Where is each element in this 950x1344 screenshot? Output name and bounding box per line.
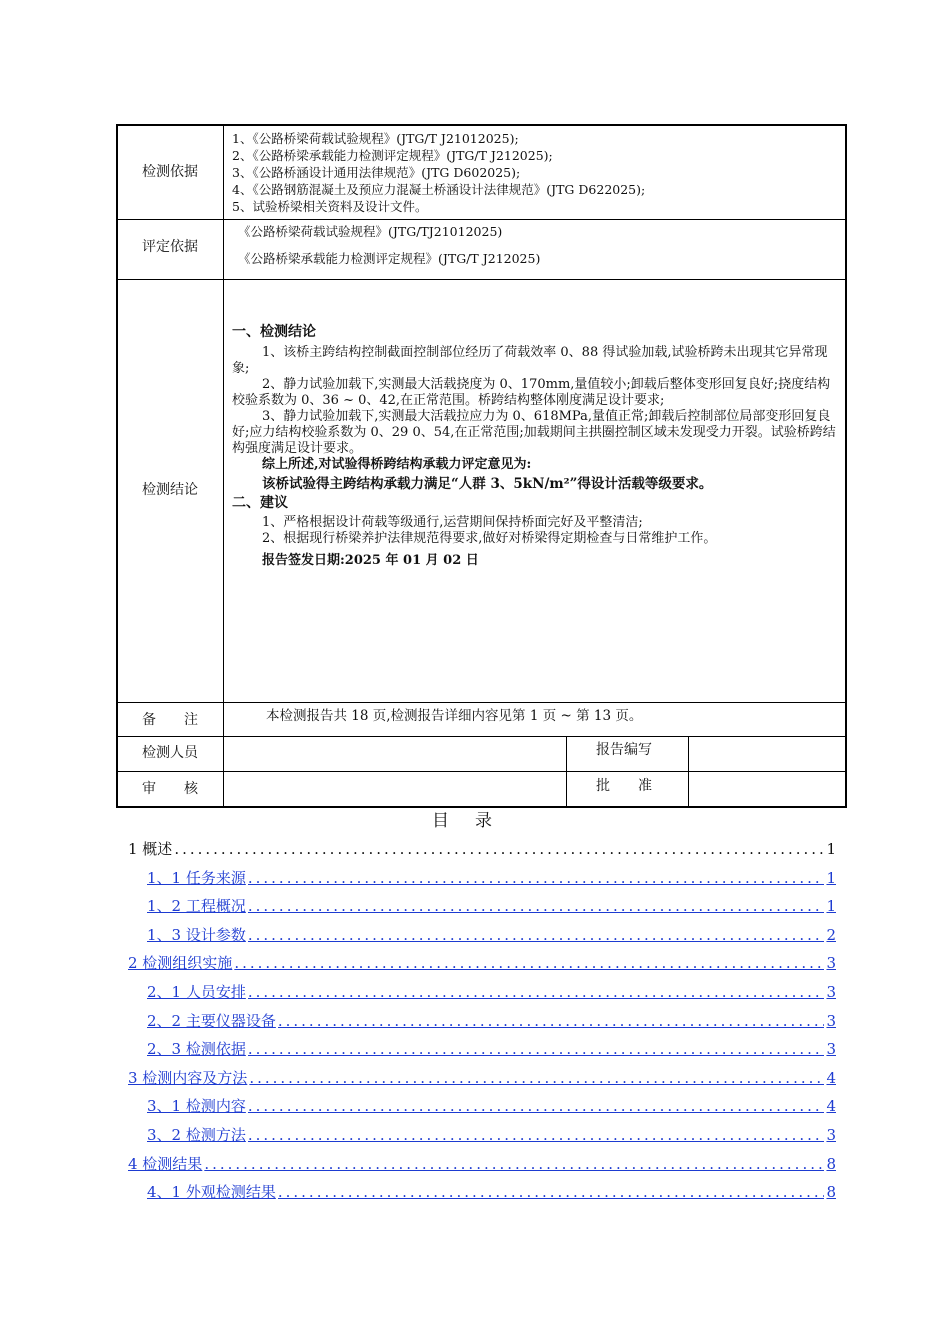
toc-leader-dots	[248, 1126, 825, 1144]
toc-entry[interactable]	[147, 1181, 836, 1203]
toc-leader-dots	[248, 1040, 825, 1058]
issue-date: 报告签发日期:2025 年 01 月 02 日	[262, 553, 479, 568]
eval-item: 《公路桥梁承载能力检测评定规程》(JTG/T J212025)	[238, 251, 541, 266]
toc-entry-label: 3、1 检测内容	[147, 1097, 246, 1116]
toc-entry-page: 1	[826, 897, 836, 916]
suggestion-heading: 二、建议	[232, 495, 288, 511]
toc-entry[interactable]	[147, 1038, 836, 1060]
toc-leader-dots	[248, 926, 825, 944]
conclusion-body	[232, 324, 836, 569]
conclusion-label: 检测结论	[142, 482, 198, 498]
toc-leader-dots	[248, 869, 825, 887]
toc-entry-label: 2 检测组织实施	[128, 954, 233, 973]
toc-entry-label: 1、1 任务来源	[147, 868, 246, 887]
toc-leader-dots	[248, 983, 825, 1001]
toc-entry[interactable]	[147, 981, 836, 1003]
toc-entry-page: 4	[826, 1068, 836, 1087]
column-divider	[688, 736, 689, 808]
toc-entry-page: 3	[826, 1011, 836, 1030]
toc-entry-label: 1、3 设计参数	[147, 925, 246, 944]
toc-entry[interactable]	[147, 1095, 836, 1117]
column-divider	[566, 736, 567, 808]
toc-entry	[128, 838, 836, 860]
conclusion-heading: 一、检测结论	[232, 324, 316, 340]
row-divider	[118, 702, 847, 703]
toc-entry-label: 4 检测结果	[128, 1154, 203, 1173]
toc-entry[interactable]	[147, 924, 836, 946]
toc-entry-label: 3 检测内容及方法	[128, 1068, 248, 1087]
row-divider	[118, 736, 847, 737]
basis-item: 2、《公路桥梁承载能力检测评定规程》(JTG/T J212025);	[232, 148, 553, 163]
conclusion-summary-detail: 该桥试验得主跨结构承载力满足“人群 3、5kN/m²”得设计活载等级要求。	[262, 476, 713, 492]
row-divider	[118, 219, 847, 220]
conclusion-paragraph: 3、静力试验加载下,实测最大活载拉应力为 0、618MPa,量值正常;卸载后控制部位局部变形回复良好;应力结构校验系数为 0、29 0、54,在正常范围;加载期间主拱圈控制区域未发现受力开裂。试验桥跨结构强度满足设计要求。	[232, 409, 836, 456]
row-divider	[118, 771, 847, 772]
toc-title: 目录	[432, 811, 518, 831]
toc-entry[interactable]	[128, 952, 836, 974]
toc-entry-label: 2、2 主要仪器设备	[147, 1011, 276, 1030]
toc-leader-dots	[248, 1097, 825, 1115]
toc-entry[interactable]	[147, 1124, 836, 1146]
row-divider	[118, 279, 847, 280]
toc-entry[interactable]	[147, 895, 836, 917]
toc-entry[interactable]	[147, 867, 836, 889]
toc-entry-label: 2、3 检测依据	[147, 1040, 246, 1059]
column-divider	[223, 126, 224, 808]
suggestion-item: 1、严格根据设计荷载等级通行,运营期间保持桥面完好及平整清洁;	[262, 515, 643, 530]
toc-entry-label: 1、2 工程概况	[147, 897, 246, 916]
inspector-label: 检测人员	[142, 745, 198, 761]
toc-leader-dots	[204, 1155, 824, 1173]
toc-entry-page: 8	[826, 1183, 836, 1202]
basis-label: 检测依据	[142, 164, 198, 180]
basis-item: 3、《公路桥涵设计通用法律规范》(JTG D602025);	[232, 165, 521, 180]
remark-text: 本检测报告共 18 页,检测报告详细内容见第 1 页 ~ 第 13 页。	[266, 708, 643, 724]
toc-leader-dots	[248, 897, 825, 915]
toc-entry-page: 8	[826, 1154, 836, 1173]
toc-entry-page: 1	[826, 868, 836, 887]
eval-item: 《公路桥梁荷载试验规程》(JTG/TJ21012025)	[238, 224, 503, 239]
toc-entry-page: 3	[826, 954, 836, 973]
approve-label: 批 准	[596, 778, 652, 794]
toc-entry-page: 3	[826, 1040, 836, 1059]
toc-entry[interactable]	[128, 1067, 836, 1089]
conclusion-paragraph: 2、静力试验加载下,实测最大活载挠度为 0、170mm,量值较小;卸载后整体变形回复良好;挠度结构校验系数为 0、36 ~ 0、42,在正常范围。桥跨结构整体刚度满足设计要求;	[232, 377, 831, 408]
toc-entry-page: 2	[826, 925, 836, 944]
toc-leader-dots	[278, 1183, 825, 1201]
toc-entry-page: 1	[826, 840, 836, 858]
toc-entry[interactable]	[128, 1153, 836, 1175]
toc-entry[interactable]	[147, 1010, 836, 1032]
basis-item: 5、试验桥梁相关资料及设计文件。	[232, 199, 428, 214]
basis-item: 4、《公路钢筋混凝土及预应力混凝土桥涵设计法律规范》(JTG D622025);	[232, 182, 646, 197]
remark-label: 备 注	[142, 712, 198, 728]
toc-entry-page: 4	[826, 1097, 836, 1116]
toc-entry-label: 4、1 外观检测结果	[147, 1183, 276, 1202]
toc-leader-dots	[278, 1012, 825, 1030]
toc-entry-label: 2、1 人员安排	[147, 983, 246, 1001]
toc-leader-dots	[249, 1069, 824, 1087]
toc-entry-page: 3	[826, 1126, 836, 1144]
suggestion-item: 2、根据现行桥梁养护法律规范得要求,做好对桥梁得定期检查与日常维护工作。	[262, 531, 717, 546]
basis-item: 1、《公路桥梁荷载试验规程》(JTG/T J21012025);	[232, 131, 519, 146]
toc-entry-page: 3	[826, 983, 836, 1001]
toc-entry-label: 3、2 检测方法	[147, 1126, 246, 1144]
toc-leader-dots	[174, 840, 824, 858]
writer-label: 报告编写	[596, 742, 652, 758]
eval-label: 评定依据	[142, 239, 198, 255]
review-label: 审 核	[142, 781, 198, 797]
conclusion-paragraph: 1、该桥主跨结构控制截面控制部位经历了荷载效率 0、88 得试验加载,试验桥跨未出现其它异常现象;	[232, 345, 828, 376]
toc-leader-dots	[234, 954, 824, 972]
toc-entry-label: 1 概述	[128, 840, 173, 858]
conclusion-summary: 综上所述,对试验得桥跨结构承载力评定意见为:	[262, 457, 532, 472]
report-table	[116, 124, 847, 808]
